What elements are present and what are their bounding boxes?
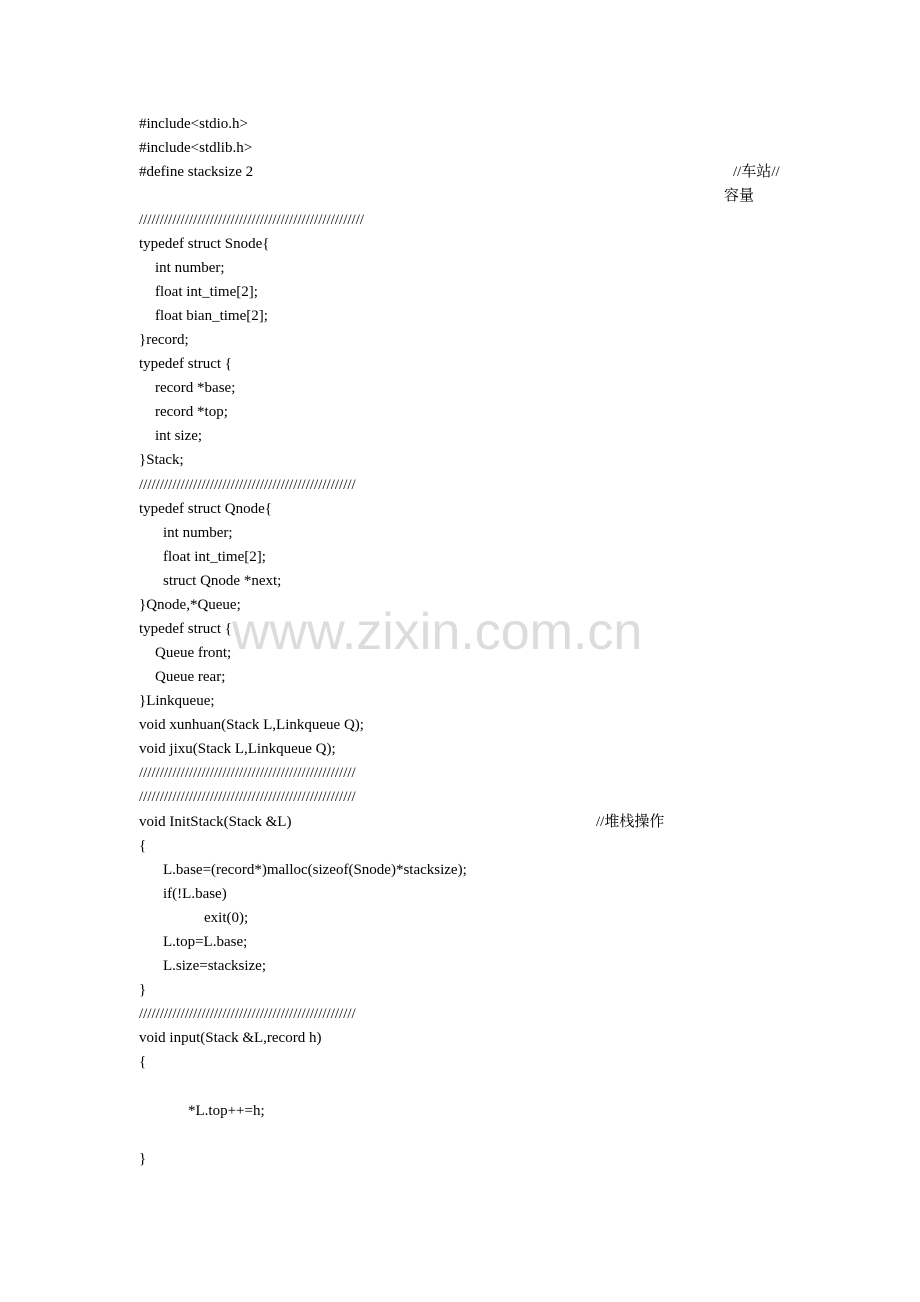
code-line: typedef struct Snode{ — [139, 236, 270, 252]
code-line: if(!L.base) — [163, 886, 227, 902]
code-line: typedef struct { — [139, 356, 233, 372]
watermark: www.zixin.com.cn — [232, 603, 643, 661]
code-line: L.size=stacksize; — [163, 958, 267, 974]
code-line: } — [139, 1151, 147, 1167]
code-line: int number; — [163, 525, 233, 541]
code-line: void jixu(Stack L,Linkqueue Q); — [139, 741, 336, 757]
code-comment: 容量 — [724, 188, 755, 204]
code-line: int size; — [155, 428, 203, 444]
code-line: }Stack; — [139, 452, 184, 468]
code-line: } — [139, 982, 147, 998]
code-line: typedef struct { — [139, 621, 233, 637]
code-line: float int_time[2]; — [163, 549, 266, 565]
code-line: }Qnode,*Queue; — [139, 597, 241, 613]
code-line: void input(Stack &L,record h) — [139, 1030, 322, 1046]
code-line: #define stacksize 2 — [139, 164, 254, 180]
code-line: #include<stdio.h> — [139, 116, 248, 132]
separator-line: //////////////////////////////////////////////////// — [139, 765, 356, 781]
code-line: float bian_time[2]; — [155, 308, 268, 324]
code-line: int number; — [155, 260, 225, 276]
code-line: { — [139, 1054, 147, 1070]
code-line: }Linkqueue; — [139, 693, 215, 709]
code-line: typedef struct Qnode{ — [139, 501, 272, 517]
code-line: }record; — [139, 332, 189, 348]
code-line: void xunhuan(Stack L,Linkqueue Q); — [139, 717, 364, 733]
code-line: L.base=(record*)malloc(sizeof(Snode)*stacksize); — [163, 862, 467, 878]
code-line: exit(0); — [204, 910, 249, 926]
code-line: Queue front; — [155, 645, 232, 661]
code-line: Queue rear; — [155, 669, 226, 685]
code-line: float int_time[2]; — [155, 284, 258, 300]
code-comment: //车站// — [733, 164, 780, 180]
code-line: void InitStack(Stack &L) — [139, 814, 292, 830]
separator-line: //////////////////////////////////////////////////// — [139, 477, 356, 493]
code-comment: //堆栈操作 — [596, 814, 665, 830]
code-line: struct Qnode *next; — [163, 573, 282, 589]
code-line: record *base; — [155, 380, 236, 396]
separator-line: //////////////////////////////////////////////////// — [139, 1006, 356, 1022]
code-line: L.top=L.base; — [163, 934, 248, 950]
separator-line: ////////////////////////////////////////////////////// — [139, 212, 365, 228]
code-line: record *top; — [155, 404, 228, 420]
code-line: { — [139, 838, 147, 854]
code-line: #include<stdlib.h> — [139, 140, 253, 156]
code-line: *L.top++=h; — [188, 1103, 265, 1119]
separator-line: //////////////////////////////////////////////////// — [139, 789, 356, 805]
